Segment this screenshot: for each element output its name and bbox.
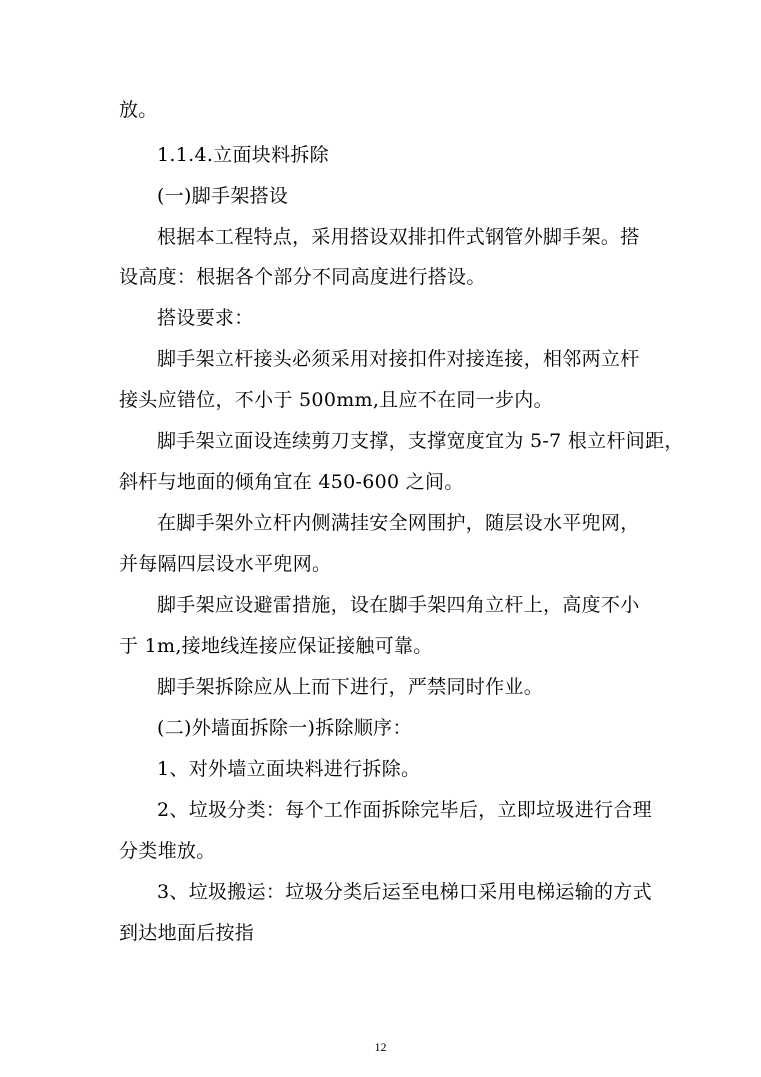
subsection-heading: (二)外墙面拆除一)拆除顺序：	[157, 717, 412, 739]
page-number: 12	[374, 1040, 387, 1054]
text-line: 在脚手架外立杆内侧满挂安全网围护，随层设水平兜网，	[157, 512, 640, 534]
text-line: 脚手架立面设连续剪刀支撑，支撑宽度宜为 5-7 根立杆间距，	[157, 430, 684, 452]
text-line: 放。	[119, 99, 158, 121]
text-line: 斜杆与地面的倾角宜在 450-600 之间。	[119, 471, 464, 493]
text-line: 设高度：根据各个部分不同高度进行搭设。	[119, 266, 486, 288]
text-line: 并每隔四层设水平兜网。	[119, 553, 332, 575]
list-item: 1、对外墙立面块料进行拆除。	[157, 758, 421, 780]
text-line: 到达地面后按指	[119, 922, 255, 944]
text-line: 脚手架应设避雷措施，设在脚手架四角立杆上，高度不小	[157, 594, 640, 616]
list-item: 3、垃圾搬运：垃圾分类后运至电梯口采用电梯运输的方式	[157, 881, 652, 903]
text-line: 接头应错位，不小于 500mm,且应不在同一步内。	[119, 389, 553, 411]
subsection-heading: (一)脚手架搭设	[157, 185, 289, 207]
text-line: 脚手架立杆接头必须采用对接扣件对接连接，相邻两立杆	[157, 348, 640, 370]
text-line: 根据本工程特点，采用搭设双排扣件式钢管外脚手架。搭	[157, 226, 640, 248]
text-line: 脚手架拆除应从上而下进行，严禁同时作业。	[157, 676, 544, 698]
section-heading: 1.1.4.立面块料拆除	[157, 144, 329, 166]
text-line: 于 1m,接地线连接应保证接触可靠。	[119, 635, 433, 657]
text-line: 分类堆放。	[119, 840, 216, 862]
list-item: 2、垃圾分类：每个工作面拆除完毕后，立即垃圾进行合理	[157, 799, 652, 821]
text-line: 搭设要求：	[157, 307, 254, 329]
